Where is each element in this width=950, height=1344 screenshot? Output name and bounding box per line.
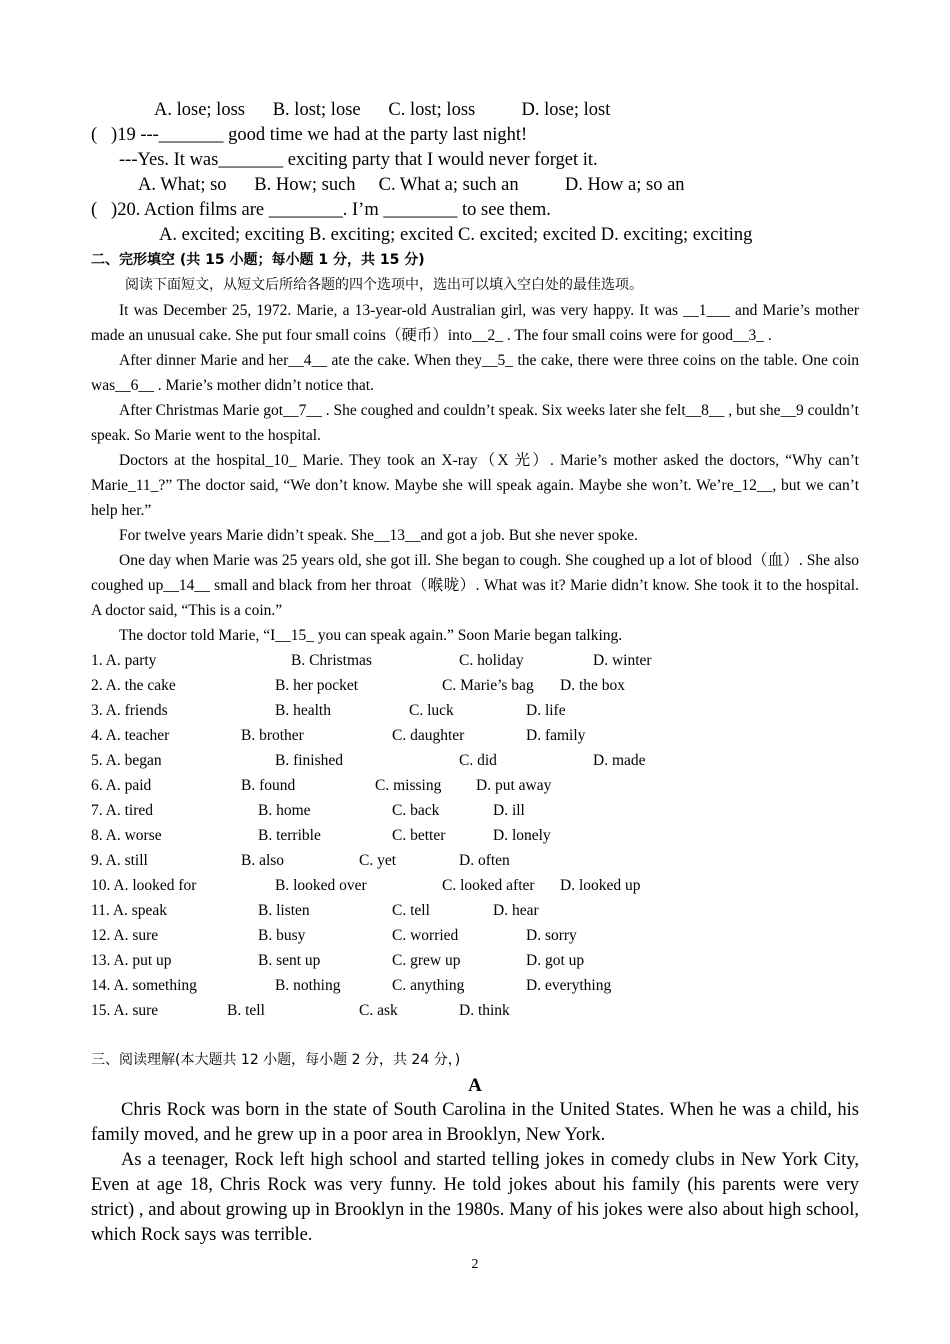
option-row [91, 798, 859, 823]
option-a: 10. A. looked for [91, 877, 197, 894]
exam-page [91, 98, 859, 1248]
cloze-paragraph: After dinner Marie and her__4__ ate the cake. When they__5_ the cake, there were three coins on the table. One coin was__6__ . Marie’s mother didn’t notice that. [91, 352, 859, 394]
option-row [91, 998, 859, 1023]
option-row [91, 948, 859, 973]
option-a: 3. A. friends [91, 702, 168, 719]
reading-paragraph: As a teenager, Rock left high school and started telling jokes in comedy clubs in New York City, Even at age 18, Chris Rock was very funny. He told jokes about his family (his parents were very strict) , and about growing up in Brooklyn in the 1980s. Many of his jokes were also about high school, which Rock says was terrible. [91, 1150, 859, 1245]
option-b: B. sent up [258, 952, 321, 969]
option-d: D. hear [493, 902, 539, 919]
option-d: D. put away [476, 777, 552, 794]
option-a: 9. A. still [91, 852, 148, 869]
passage-label: A [468, 1075, 482, 1096]
option-a: 8. A. worse [91, 827, 162, 844]
q19-options: A. What; so B. How; such C. What a; such an D. How a; so an [138, 175, 685, 195]
option-b: B. nothing [275, 977, 341, 994]
option-c: C. tell [392, 902, 430, 919]
option-d: D. looked up [560, 877, 641, 894]
page-number: 2 [471, 1257, 479, 1272]
option-a: 15. A. sure [91, 1002, 159, 1019]
option-a: 7. A. tired [91, 802, 153, 819]
option-d: D. winter [593, 652, 652, 669]
option-c: C. ask [359, 1002, 398, 1019]
reading-heading: 三、阅读理解(本大题共 12 小题，每小题 2 分，共 24 分，) [91, 1052, 461, 1068]
cloze-heading: 二、完形填空 (共 15 小题；每小题 1 分，共 15 分) [91, 252, 425, 268]
option-c: C. grew up [392, 952, 461, 969]
option-d: D. family [526, 727, 586, 744]
option-a: 14. A. something [91, 977, 197, 994]
option-b: B. her pocket [275, 677, 359, 694]
option-row [91, 648, 859, 673]
option-d: D. everything [526, 977, 612, 994]
option-b: B. Christmas [291, 652, 372, 669]
option-a: 13. A. put up [91, 952, 172, 969]
option-d: D. lonely [493, 827, 551, 844]
option-row [91, 973, 859, 998]
reading-paragraph: Chris Rock was born in the state of South Carolina in the United States. When he was a child, his family moved, and he grew up in a poor area in Brooklyn, New York. [91, 1100, 859, 1145]
option-a: 12. A. sure [91, 927, 159, 944]
option-d: D. got up [526, 952, 585, 969]
cloze-paragraph: The doctor told Marie, “I__15_ you can speak again.” Soon Marie began talking. [119, 627, 623, 644]
option-c: C. yet [359, 852, 397, 869]
cloze-options [91, 648, 859, 1023]
option-c: C. luck [409, 702, 454, 719]
option-a: 2. A. the cake [91, 677, 176, 694]
q20-options: A. excited; exciting B. exciting; excited C. excited; excited D. exciting; exciting [159, 225, 753, 245]
cloze-instruction: 阅读下面短文，从短文后所给各题的四个选项中，选出可以填入空白处的最佳选项。 [125, 277, 643, 293]
q19-question: ( )19 ---_______ good time we had at the party last night! [91, 125, 528, 145]
option-d: D. life [526, 702, 566, 719]
cloze-paragraph: After Christmas Marie got__7__ . She coughed and couldn’t speak. Six weeks later she felt__8__ , but she__9 couldn’t speak. So Marie went to the hospital. [91, 402, 859, 444]
option-d: D. the box [560, 677, 626, 694]
option-b: B. tell [227, 1002, 265, 1019]
q18-options: A. lose; loss B. lost; lose C. lost; loss D. lose; lost [154, 100, 611, 120]
option-b: B. finished [275, 752, 344, 769]
option-row [91, 873, 859, 898]
option-b: B. looked over [275, 877, 367, 894]
cloze-paragraph: For twelve years Marie didn’t speak. She__13__and got a job. But she never spoke. [119, 527, 638, 544]
option-row [91, 898, 859, 923]
option-row [91, 673, 859, 698]
option-c: C. back [392, 802, 440, 819]
option-d: D. often [459, 852, 510, 869]
option-b: B. listen [258, 902, 310, 919]
option-row [91, 773, 859, 798]
option-row [91, 823, 859, 848]
cloze-paragraph: It was December 25, 1972. Marie, a 13-year-old Australian girl, was very happy. It was __1___ and Marie’s mother made an unusual cake. She put four small coins（硬币）into__2_ . The four small coins were for good__3_ . [91, 302, 859, 344]
option-b: B. home [258, 802, 311, 819]
option-a: 11. A. speak [91, 902, 168, 919]
option-row [91, 748, 859, 773]
option-a: 6. A. paid [91, 777, 152, 794]
option-row [91, 848, 859, 873]
option-b: B. found [241, 777, 296, 794]
option-c: C. worried [392, 927, 459, 944]
option-d: D. ill [493, 802, 525, 819]
option-c: C. holiday [459, 652, 524, 669]
cloze-paragraph: One day when Marie was 25 years old, she got ill. She began to cough. She coughed up a lot of blood（血）. She also coughed up__14__ small and black from her throat（喉咙）. What was it? Marie didn’t know. She took it to the hospital. A doctor said, “This is a coin.” [91, 552, 859, 619]
option-a: 4. A. teacher [91, 727, 170, 744]
option-a: 1. A. party [91, 652, 157, 669]
q20-question: ( )20. Action films are ________. I’m ________ to see them. [91, 200, 551, 220]
option-row [91, 698, 859, 723]
option-b: B. also [241, 852, 285, 869]
q19-response: ---Yes. It was_______ exciting party that I would never forget it. [119, 150, 598, 170]
cloze-paragraph: Doctors at the hospital_10_ Marie. They took an X-ray（X 光）. Marie’s mother asked the doctors, “Why can’t Marie_11_?” The doctor said, “We don’t know. Maybe she will speak again. Maybe she won’t. We’re_12__, but we can’t help her.” [91, 452, 859, 519]
option-c: C. did [459, 752, 497, 769]
option-b: B. terrible [258, 827, 321, 844]
option-b: B. health [275, 702, 331, 719]
option-d: D. think [459, 1002, 510, 1019]
option-row [91, 723, 859, 748]
option-c: C. anything [392, 977, 465, 994]
option-row [91, 923, 859, 948]
option-d: D. made [593, 752, 646, 769]
option-c: C. missing [375, 777, 442, 794]
option-c: C. Marie’s bag [442, 677, 534, 694]
option-a: 5. A. began [91, 752, 162, 769]
option-c: C. daughter [392, 727, 465, 744]
option-b: B. busy [258, 927, 306, 944]
option-b: B. brother [241, 727, 304, 744]
option-c: C. better [392, 827, 446, 844]
option-d: D. sorry [526, 927, 577, 944]
option-c: C. looked after [442, 877, 535, 894]
